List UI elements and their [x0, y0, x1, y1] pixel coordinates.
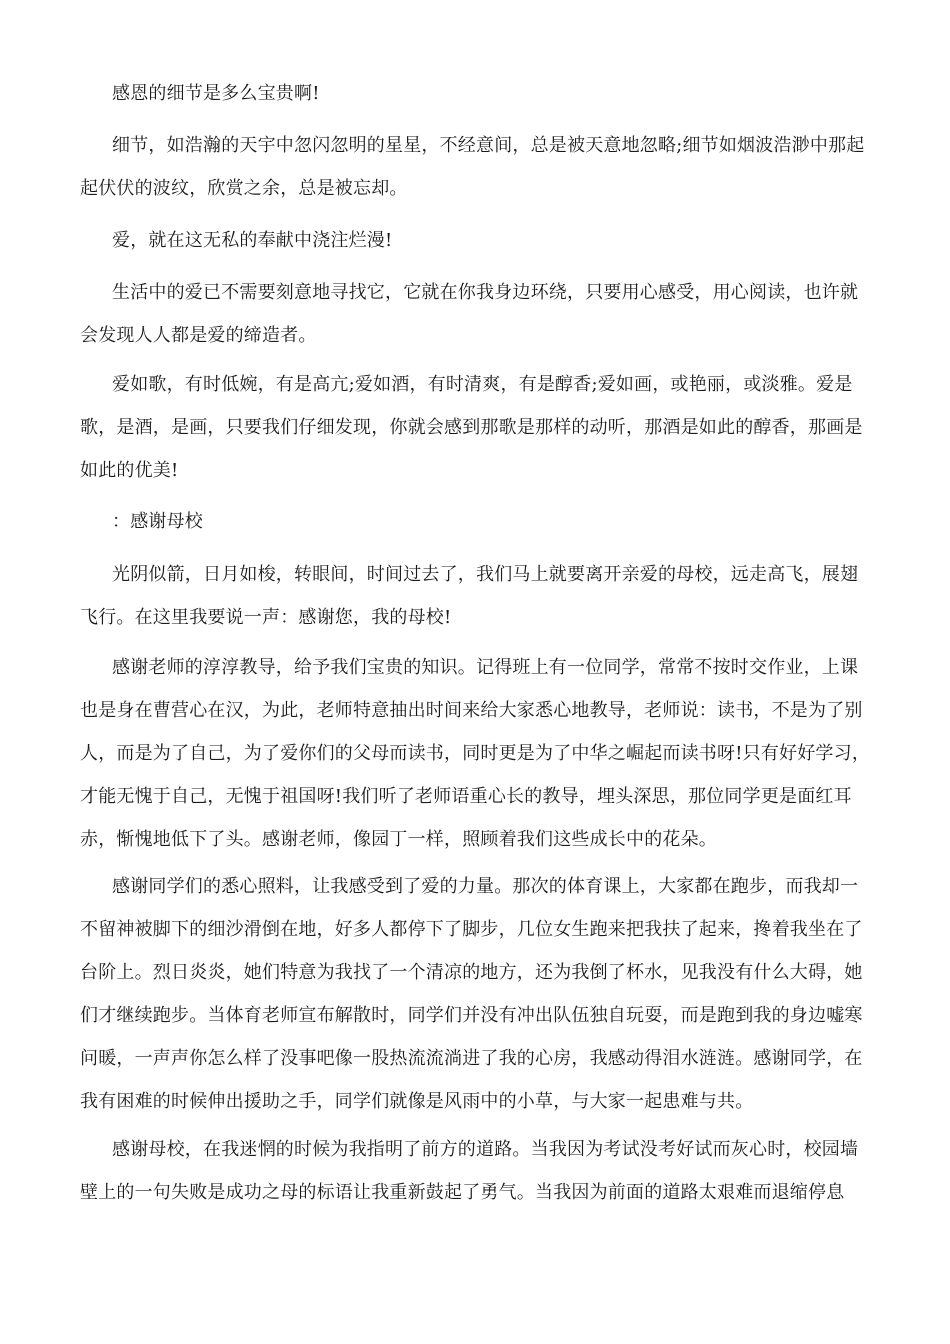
text-line: 也是身在曹营心在汉，为此，老师特意抽出时间来给大家悉心地教导，老师说：读书，不是为了别 — [80, 700, 863, 721]
text-line: 感谢老师的淳淳教导，给予我们宝贵的知识。记得班上有一位同学，常常不按时交作业，上课 — [112, 657, 859, 678]
paragraph-6 — [80, 553, 870, 639]
paragraph-5 — [80, 363, 870, 492]
paragraph-2 — [80, 124, 870, 210]
text-line: 飞行。在这里我要说一声：感谢您，我的母校! — [80, 607, 452, 628]
paragraph-4 — [80, 271, 870, 357]
text-line: 台阶上。烈日炎炎，她们特意为我找了一个清凉的地方，还为我倒了杯水，见我没有什么大碍，她 — [80, 962, 863, 983]
text-line: 如此的优美! — [80, 460, 179, 481]
text-line: 歌，是酒，是画，只要我们仔细发现，你就会感到那歌是那样的动听，那酒是如此的醇香，那画是 — [80, 417, 863, 438]
section-heading — [112, 500, 864, 543]
text-line: 才能无愧于自己，无愧于祖国呀!我们听了老师语重心长的教导，埋头深思，那位同学更是面红耳 — [80, 786, 852, 807]
text-line: 爱如歌，有时低婉，有是高亢;爱如酒，有时清爽，有是醇香;爱如画，或艳丽，或淡雅。爱是 — [112, 374, 853, 395]
text-line: 人，而是为了自己，为了爱你们的父母而读书，同时更是为了中华之崛起而读书呀!只有好好学习， — [80, 743, 871, 764]
text-line: 感恩的细节是多么宝贵啊! — [112, 83, 320, 104]
text-line: 感谢母校，在我迷惘的时候为我指明了前方的道路。当我因为考试没考好试而灰心时，校园墙 — [112, 1139, 859, 1160]
text-line: 们才继续跑步。当体育老师宣布解散时，同学们并没有冲出队伍独自玩耍，而是跑到我的身边嘘寒 — [80, 1005, 863, 1026]
text-line: 壁上的一句失败是成功之母的标语让我重新鼓起了勇气。当我因为前面的道路太艰难而退缩停息 — [80, 1182, 845, 1203]
paragraph-8 — [80, 865, 870, 1123]
text-line: 起伏伏的波纹，欣赏之余，总是被忘却。 — [80, 178, 408, 199]
paragraph-7 — [80, 646, 870, 861]
text-line: 爱，就在这无私的奉献中浇注烂漫! — [112, 230, 393, 251]
paragraph-1 — [112, 72, 864, 115]
text-line: 生活中的爱已不需要刻意地寻找它，它就在你我身边环绕，只要用心感受，用心阅读，也许就 — [112, 282, 859, 303]
paragraph-3 — [112, 219, 864, 262]
text-line: 细节，如浩瀚的天宇中忽闪忽明的星星，不经意间，总是被天意地忽略;细节如烟波浩渺中那起 — [112, 135, 865, 156]
text-line: 我有困难的时候伸出援助之手，同学们就像是风雨中的小草，与大家一起患难与共。 — [80, 1091, 754, 1112]
text-line: 会发现人人都是爱的缔造者。 — [80, 325, 317, 346]
text-line: 感谢同学们的悉心照料，让我感受到了爱的力量。那次的体育课上，大家都在跑步，而我却一 — [112, 876, 859, 897]
paragraph-9 — [80, 1128, 870, 1214]
text-line: ：感谢母校 — [112, 511, 203, 532]
text-line: 光阴似箭，日月如梭，转眼间，时间过去了，我们马上就要离开亲爱的母校，远走高飞，展翅 — [112, 564, 859, 585]
text-line: 问暖，一声声你怎么样了没事吧像一股热流流淌进了我的心房，我感动得泪水涟涟。感谢同学，在 — [80, 1048, 863, 1069]
text-line: 赤，惭愧地低下了头。感谢老师，像园丁一样，照顾着我们这些成长中的花朵。 — [80, 829, 717, 850]
text-line: 不留神被脚下的细沙滑倒在地，好多人都停下了脚步，几位女生跑来把我扶了起来，搀着我坐在了 — [80, 919, 863, 940]
